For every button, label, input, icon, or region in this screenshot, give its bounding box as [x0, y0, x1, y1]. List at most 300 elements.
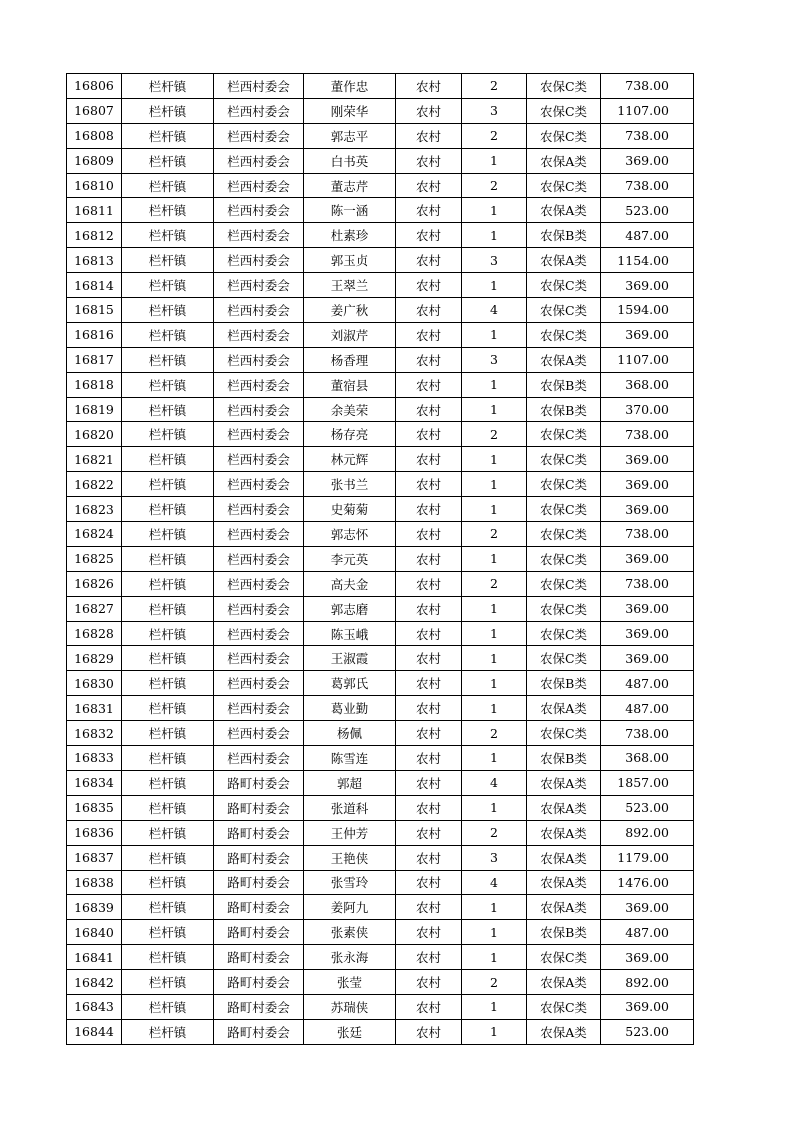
cell-count: 3 [462, 347, 527, 372]
cell-count: 2 [462, 173, 527, 198]
cell-id: 16833 [67, 746, 122, 771]
cell-village: 栏西村委会 [214, 98, 304, 123]
cell-type: 农村 [396, 994, 462, 1019]
cell-town: 栏杆镇 [122, 546, 214, 571]
table-row [67, 870, 694, 895]
cell-name: 董志芹 [304, 173, 396, 198]
cell-village: 路町村委会 [214, 845, 304, 870]
cell-count: 2 [462, 721, 527, 746]
cell-category: 农保C类 [527, 273, 601, 298]
table-row [67, 621, 694, 646]
cell-id: 16835 [67, 795, 122, 820]
cell-town: 栏杆镇 [122, 497, 214, 522]
cell-type: 农村 [396, 273, 462, 298]
cell-town: 栏杆镇 [122, 696, 214, 721]
cell-id: 16808 [67, 123, 122, 148]
cell-count: 2 [462, 522, 527, 547]
cell-village: 栏西村委会 [214, 273, 304, 298]
cell-category: 农保A类 [527, 895, 601, 920]
cell-name: 余美荣 [304, 397, 396, 422]
cell-village: 路町村委会 [214, 994, 304, 1019]
cell-category: 农保A类 [527, 795, 601, 820]
cell-id: 16823 [67, 497, 122, 522]
cell-count: 2 [462, 74, 527, 99]
cell-count: 1 [462, 447, 527, 472]
cell-type: 农村 [396, 870, 462, 895]
table-body [67, 74, 694, 1045]
cell-category: 农保C类 [527, 74, 601, 99]
cell-village: 栏西村委会 [214, 671, 304, 696]
table-row [67, 596, 694, 621]
cell-id: 16820 [67, 422, 122, 447]
table-row [67, 298, 694, 323]
cell-village: 路町村委会 [214, 770, 304, 795]
cell-amount: 369.00 [601, 994, 694, 1019]
cell-village: 栏西村委会 [214, 522, 304, 547]
cell-town: 栏杆镇 [122, 795, 214, 820]
cell-town: 栏杆镇 [122, 148, 214, 173]
cell-amount: 1476.00 [601, 870, 694, 895]
cell-id: 16814 [67, 273, 122, 298]
cell-village: 栏西村委会 [214, 696, 304, 721]
cell-amount: 892.00 [601, 970, 694, 995]
cell-village: 栏西村委会 [214, 571, 304, 596]
cell-amount: 368.00 [601, 372, 694, 397]
cell-name: 林元辉 [304, 447, 396, 472]
cell-id: 16818 [67, 372, 122, 397]
cell-count: 1 [462, 746, 527, 771]
cell-amount: 368.00 [601, 746, 694, 771]
cell-amount: 369.00 [601, 546, 694, 571]
cell-count: 1 [462, 596, 527, 621]
cell-name: 刚荣华 [304, 98, 396, 123]
cell-count: 1 [462, 696, 527, 721]
cell-town: 栏杆镇 [122, 298, 214, 323]
cell-type: 农村 [396, 820, 462, 845]
cell-count: 2 [462, 422, 527, 447]
cell-category: 农保C类 [527, 298, 601, 323]
cell-name: 郭玉贞 [304, 248, 396, 273]
cell-town: 栏杆镇 [122, 1019, 214, 1044]
cell-amount: 1107.00 [601, 347, 694, 372]
cell-category: 农保B类 [527, 920, 601, 945]
cell-town: 栏杆镇 [122, 223, 214, 248]
cell-amount: 369.00 [601, 646, 694, 671]
cell-type: 农村 [396, 945, 462, 970]
cell-category: 农保A类 [527, 696, 601, 721]
cell-category: 农保B类 [527, 397, 601, 422]
table-row [67, 223, 694, 248]
cell-village: 栏西村委会 [214, 223, 304, 248]
cell-count: 1 [462, 920, 527, 945]
cell-name: 陈一涵 [304, 198, 396, 223]
cell-name: 王艳侠 [304, 845, 396, 870]
cell-count: 1 [462, 546, 527, 571]
cell-amount: 369.00 [601, 945, 694, 970]
table-row [67, 770, 694, 795]
cell-amount: 738.00 [601, 721, 694, 746]
cell-amount: 1594.00 [601, 298, 694, 323]
cell-count: 1 [462, 795, 527, 820]
cell-type: 农村 [396, 447, 462, 472]
cell-category: 农保A类 [527, 770, 601, 795]
cell-count: 1 [462, 671, 527, 696]
table-row [67, 422, 694, 447]
cell-category: 农保A类 [527, 845, 601, 870]
cell-town: 栏杆镇 [122, 322, 214, 347]
table-row [67, 497, 694, 522]
cell-count: 1 [462, 621, 527, 646]
cell-id: 16813 [67, 248, 122, 273]
cell-id: 16809 [67, 148, 122, 173]
cell-count: 2 [462, 820, 527, 845]
cell-category: 农保A类 [527, 248, 601, 273]
cell-category: 农保A类 [527, 1019, 601, 1044]
cell-id: 16831 [67, 696, 122, 721]
cell-name: 姜阿九 [304, 895, 396, 920]
cell-amount: 523.00 [601, 1019, 694, 1044]
cell-village: 栏西村委会 [214, 497, 304, 522]
cell-type: 农村 [396, 98, 462, 123]
cell-count: 1 [462, 372, 527, 397]
cell-category: 农保C类 [527, 98, 601, 123]
table-row [67, 123, 694, 148]
table-row [67, 472, 694, 497]
cell-village: 路町村委会 [214, 920, 304, 945]
cell-type: 农村 [396, 1019, 462, 1044]
table-row [67, 148, 694, 173]
cell-village: 栏西村委会 [214, 746, 304, 771]
cell-town: 栏杆镇 [122, 273, 214, 298]
cell-count: 3 [462, 98, 527, 123]
cell-town: 栏杆镇 [122, 123, 214, 148]
cell-type: 农村 [396, 546, 462, 571]
cell-amount: 892.00 [601, 820, 694, 845]
table-row [67, 945, 694, 970]
cell-town: 栏杆镇 [122, 770, 214, 795]
cell-category: 农保C类 [527, 621, 601, 646]
cell-amount: 487.00 [601, 920, 694, 945]
cell-name: 李元英 [304, 546, 396, 571]
cell-category: 农保C类 [527, 646, 601, 671]
cell-id: 16826 [67, 571, 122, 596]
cell-town: 栏杆镇 [122, 945, 214, 970]
cell-count: 2 [462, 123, 527, 148]
cell-category: 农保A类 [527, 820, 601, 845]
cell-category: 农保B类 [527, 223, 601, 248]
cell-count: 1 [462, 223, 527, 248]
cell-type: 农村 [396, 895, 462, 920]
cell-id: 16837 [67, 845, 122, 870]
cell-type: 农村 [396, 571, 462, 596]
cell-village: 栏西村委会 [214, 74, 304, 99]
cell-id: 16817 [67, 347, 122, 372]
cell-amount: 369.00 [601, 472, 694, 497]
table-row [67, 920, 694, 945]
cell-count: 1 [462, 1019, 527, 1044]
cell-name: 王翠兰 [304, 273, 396, 298]
cell-town: 栏杆镇 [122, 970, 214, 995]
cell-town: 栏杆镇 [122, 870, 214, 895]
cell-name: 王淑霞 [304, 646, 396, 671]
cell-name: 姜广秋 [304, 298, 396, 323]
cell-type: 农村 [396, 173, 462, 198]
cell-amount: 1154.00 [601, 248, 694, 273]
cell-village: 路町村委会 [214, 970, 304, 995]
cell-village: 栏西村委会 [214, 173, 304, 198]
cell-town: 栏杆镇 [122, 198, 214, 223]
cell-name: 郭志平 [304, 123, 396, 148]
cell-id: 16827 [67, 596, 122, 621]
cell-id: 16828 [67, 621, 122, 646]
cell-village: 路町村委会 [214, 795, 304, 820]
table-row [67, 98, 694, 123]
table-row [67, 397, 694, 422]
cell-count: 1 [462, 148, 527, 173]
cell-town: 栏杆镇 [122, 621, 214, 646]
cell-category: 农保A类 [527, 198, 601, 223]
cell-amount: 1179.00 [601, 845, 694, 870]
cell-village: 栏西村委会 [214, 123, 304, 148]
cell-id: 16825 [67, 546, 122, 571]
cell-name: 葛业勤 [304, 696, 396, 721]
cell-amount: 370.00 [601, 397, 694, 422]
cell-count: 1 [462, 895, 527, 920]
cell-village: 路町村委会 [214, 945, 304, 970]
cell-name: 张素侠 [304, 920, 396, 945]
cell-id: 16806 [67, 74, 122, 99]
cell-name: 陈玉峨 [304, 621, 396, 646]
cell-name: 陈雪连 [304, 746, 396, 771]
cell-amount: 369.00 [601, 273, 694, 298]
cell-amount: 738.00 [601, 571, 694, 596]
cell-town: 栏杆镇 [122, 596, 214, 621]
cell-town: 栏杆镇 [122, 746, 214, 771]
table-row [67, 994, 694, 1019]
cell-count: 2 [462, 970, 527, 995]
table-row [67, 447, 694, 472]
table-row [67, 820, 694, 845]
cell-amount: 487.00 [601, 671, 694, 696]
cell-category: 农保B类 [527, 671, 601, 696]
cell-name: 张雪玲 [304, 870, 396, 895]
cell-town: 栏杆镇 [122, 820, 214, 845]
cell-category: 农保C类 [527, 994, 601, 1019]
cell-type: 农村 [396, 497, 462, 522]
cell-id: 16842 [67, 970, 122, 995]
table-row [67, 347, 694, 372]
cell-amount: 738.00 [601, 522, 694, 547]
table-row [67, 696, 694, 721]
cell-category: 农保C类 [527, 571, 601, 596]
cell-type: 农村 [396, 422, 462, 447]
cell-type: 农村 [396, 223, 462, 248]
cell-town: 栏杆镇 [122, 422, 214, 447]
cell-name: 郭超 [304, 770, 396, 795]
cell-name: 苏瑞侠 [304, 994, 396, 1019]
cell-town: 栏杆镇 [122, 721, 214, 746]
cell-name: 王仲芳 [304, 820, 396, 845]
cell-village: 栏西村委会 [214, 198, 304, 223]
cell-id: 16843 [67, 994, 122, 1019]
cell-id: 16810 [67, 173, 122, 198]
cell-amount: 738.00 [601, 123, 694, 148]
cell-village: 栏西村委会 [214, 721, 304, 746]
cell-type: 农村 [396, 322, 462, 347]
cell-amount: 738.00 [601, 422, 694, 447]
cell-amount: 1107.00 [601, 98, 694, 123]
table-row [67, 372, 694, 397]
cell-town: 栏杆镇 [122, 347, 214, 372]
cell-town: 栏杆镇 [122, 522, 214, 547]
cell-count: 2 [462, 571, 527, 596]
cell-town: 栏杆镇 [122, 98, 214, 123]
cell-category: 农保C类 [527, 173, 601, 198]
cell-name: 郭志怀 [304, 522, 396, 547]
table-row [67, 1019, 694, 1044]
cell-town: 栏杆镇 [122, 571, 214, 596]
cell-village: 栏西村委会 [214, 322, 304, 347]
cell-name: 董作忠 [304, 74, 396, 99]
cell-count: 4 [462, 298, 527, 323]
cell-town: 栏杆镇 [122, 372, 214, 397]
cell-type: 农村 [396, 248, 462, 273]
cell-category: 农保C类 [527, 522, 601, 547]
cell-town: 栏杆镇 [122, 397, 214, 422]
table-row [67, 795, 694, 820]
table-row [67, 74, 694, 99]
cell-type: 农村 [396, 970, 462, 995]
cell-type: 农村 [396, 522, 462, 547]
cell-village: 路町村委会 [214, 870, 304, 895]
cell-name: 张永海 [304, 945, 396, 970]
cell-town: 栏杆镇 [122, 173, 214, 198]
table-row [67, 970, 694, 995]
cell-category: 农保C类 [527, 497, 601, 522]
cell-category: 农保C类 [527, 546, 601, 571]
cell-name: 杜素珍 [304, 223, 396, 248]
cell-village: 栏西村委会 [214, 447, 304, 472]
cell-category: 农保C类 [527, 721, 601, 746]
cell-category: 农保C类 [527, 447, 601, 472]
cell-amount: 738.00 [601, 173, 694, 198]
table-row [67, 646, 694, 671]
cell-id: 16839 [67, 895, 122, 920]
cell-village: 栏西村委会 [214, 298, 304, 323]
cell-amount: 369.00 [601, 148, 694, 173]
cell-id: 16824 [67, 522, 122, 547]
cell-town: 栏杆镇 [122, 74, 214, 99]
cell-id: 16838 [67, 870, 122, 895]
cell-amount: 369.00 [601, 447, 694, 472]
cell-category: 农保A类 [527, 870, 601, 895]
cell-type: 农村 [396, 148, 462, 173]
cell-name: 刘淑芹 [304, 322, 396, 347]
cell-count: 1 [462, 497, 527, 522]
cell-id: 16832 [67, 721, 122, 746]
cell-id: 16815 [67, 298, 122, 323]
cell-count: 1 [462, 994, 527, 1019]
cell-id: 16841 [67, 945, 122, 970]
table-row [67, 273, 694, 298]
cell-category: 农保B类 [527, 746, 601, 771]
cell-amount: 487.00 [601, 223, 694, 248]
cell-name: 杨香理 [304, 347, 396, 372]
cell-amount: 369.00 [601, 322, 694, 347]
cell-type: 农村 [396, 74, 462, 99]
cell-town: 栏杆镇 [122, 472, 214, 497]
cell-amount: 523.00 [601, 198, 694, 223]
table-row [67, 746, 694, 771]
cell-type: 农村 [396, 372, 462, 397]
cell-village: 栏西村委会 [214, 372, 304, 397]
cell-name: 杨存亮 [304, 422, 396, 447]
cell-type: 农村 [396, 845, 462, 870]
cell-id: 16836 [67, 820, 122, 845]
cell-name: 杨佩 [304, 721, 396, 746]
cell-town: 栏杆镇 [122, 994, 214, 1019]
cell-id: 16821 [67, 447, 122, 472]
cell-count: 3 [462, 248, 527, 273]
cell-category: 农保C类 [527, 322, 601, 347]
table-row [67, 571, 694, 596]
cell-type: 农村 [396, 795, 462, 820]
cell-count: 4 [462, 770, 527, 795]
cell-count: 1 [462, 945, 527, 970]
cell-name: 高夫金 [304, 571, 396, 596]
cell-type: 农村 [396, 347, 462, 372]
cell-category: 农保A类 [527, 148, 601, 173]
cell-category: 农保C类 [527, 945, 601, 970]
cell-name: 张书兰 [304, 472, 396, 497]
table-row [67, 322, 694, 347]
cell-town: 栏杆镇 [122, 447, 214, 472]
cell-town: 栏杆镇 [122, 248, 214, 273]
cell-id: 16811 [67, 198, 122, 223]
cell-village: 栏西村委会 [214, 397, 304, 422]
cell-type: 农村 [396, 621, 462, 646]
cell-category: 农保A类 [527, 347, 601, 372]
table-row [67, 198, 694, 223]
cell-category: 农保C类 [527, 472, 601, 497]
cell-count: 1 [462, 273, 527, 298]
cell-name: 张道科 [304, 795, 396, 820]
cell-village: 路町村委会 [214, 895, 304, 920]
cell-id: 16840 [67, 920, 122, 945]
table-row [67, 546, 694, 571]
cell-count: 1 [462, 198, 527, 223]
cell-type: 农村 [396, 646, 462, 671]
cell-amount: 369.00 [601, 895, 694, 920]
cell-village: 栏西村委会 [214, 472, 304, 497]
table-row [67, 845, 694, 870]
cell-type: 农村 [396, 123, 462, 148]
cell-id: 16844 [67, 1019, 122, 1044]
table-row [67, 671, 694, 696]
cell-count: 1 [462, 397, 527, 422]
cell-type: 农村 [396, 596, 462, 621]
cell-village: 栏西村委会 [214, 422, 304, 447]
table-row [67, 895, 694, 920]
cell-village: 栏西村委会 [214, 248, 304, 273]
cell-count: 1 [462, 646, 527, 671]
cell-id: 16816 [67, 322, 122, 347]
table-row [67, 248, 694, 273]
cell-village: 栏西村委会 [214, 148, 304, 173]
cell-town: 栏杆镇 [122, 845, 214, 870]
cell-town: 栏杆镇 [122, 671, 214, 696]
cell-id: 16807 [67, 98, 122, 123]
